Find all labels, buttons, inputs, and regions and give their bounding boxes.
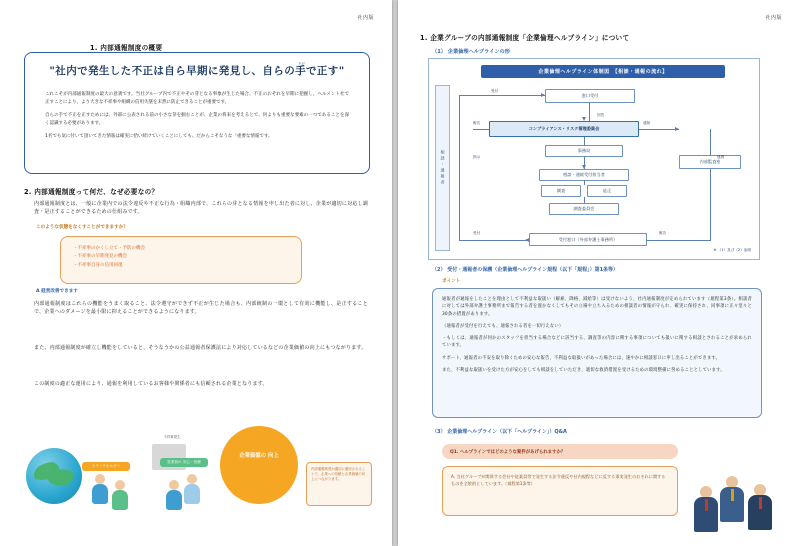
illustration-area [20,418,372,528]
person-figure [166,480,182,510]
flow-legend: ※ （1）及び（2）参照 [713,248,751,252]
hero-ruby: ただ [298,62,305,66]
flow-arrow-icon [582,117,586,121]
flow-box-correction: 是正 [587,185,627,197]
flow-arrow-icon [675,127,679,131]
businessman-figure [748,484,772,530]
hero-paragraph-3: 1名でも気に付いて頂いてきた情報は確実に拾い続けていくことにしても、だからこそなうな「重要な情報です。 [45,133,273,139]
flow-arrow-icon [582,165,586,169]
corner-note-left: 社内版 [357,15,374,21]
left-section2-title: 2. 内部通報制度って何だ、なぜ必要なの？ [24,188,159,196]
question-item-3: ・不祥事自身の信用回復 [73,262,123,268]
person-head [115,480,125,490]
flow-edge-label: 報告 [473,121,481,125]
person-head [95,474,105,484]
illustration-note-card: 内部通報制度が適切に運用されることで、企業への信頼と企業価値の向上につながります。 [306,462,372,506]
flow-line [473,129,474,130]
person-body [92,484,108,504]
flow-line [459,95,545,96]
person-figure [92,474,108,504]
flow-box-external-window: 受付窓口（外部弁護士事務所） [529,233,647,246]
person-body [166,490,182,510]
flow-line [459,95,460,241]
right-section1-title: 1. 企業グループの内部通報制度「企業倫理ヘルプライン」について [420,34,630,42]
globe-icon [26,448,82,504]
flow-line [584,137,585,145]
flow-box-internal-audit: 内部監査室 [679,155,741,169]
person-figure [184,474,200,504]
qa-question-bar: Q1. ヘルプラインではどのような案件があげられますか？ [442,444,678,459]
hero-body [45,91,349,145]
corner-note-right: 社内版 [765,15,782,21]
flow-line [584,197,585,203]
flow-line [639,129,679,130]
person-body [112,490,128,510]
left-paragraph-3: また、内部通報制度が確立し機能をしていると、そうなうかの公益通報者保護法により対応しているなどの企業価値の向上にもつながります。 [34,345,367,351]
flow-box-investigation: 調査 [541,185,581,197]
protection-paragraph-4: サポート、通報者の不安を取り除くための安心な報告、不利益な取扱いがあった場合には、速やかに相談窓口に申し出ることができます。 [442,355,721,361]
left-paragraph-1: 内部通報制度とは、一般に企業内での法令違反や不正な行為・組織内部で、これらの芽となる情報を申し出た者に対し、企業が適切に対応し調査・是正することができるための仕組みです。 [34,201,368,216]
answer-label: A 経営改善できます [36,289,78,294]
flow-box-reception: 窓口受付 [545,89,635,103]
figure-tie [759,497,762,509]
flow-edge-label: 報告 [659,231,667,235]
flow-title: 企業倫理ヘルプライン体制図 【相談・通報の流れ】 [481,65,725,78]
flow-box-secretariat: 事務局 [545,145,623,157]
flow-edge-label: 通知 [643,121,651,125]
flow-edge-label: 受付 [473,231,481,235]
left-section1-title: 1. 内部通報制度の概要 [90,44,163,52]
right-sub2: （2） 受付・通報者の保護（企業倫理ヘルプライン規程（以下「規程」）第1条等） [432,267,619,273]
protection-paragraph-1: 通報者が通報をしたことを理由として不利益な取扱い（解雇、降格、減給等）は受けないよう、社内通報制度が定められています（規程第3条）。相談者に対しては外部弁護士事務所まで報告する者を置かなくしてもその立場や立ち入るための相談者の情報が守られ、確実に保持され、同事項に正々堂々と30条の措置があります。 [442,297,752,317]
protection-paragraph-5: また、不利益な取扱いを受けた方が安心をしても相談をしていただき、適切な救済措置を受けるための環境整備に努めることとしています。 [442,368,725,374]
flow-edge-label: 回答 [597,113,605,117]
question-items [73,245,291,270]
flow-vertical-label: 相談・通報者 [435,85,450,251]
protection-paragraph-3: ・もしくは、通報者が何かのスタッフを担当する場合などに該当する、調査等の内容に関する事項についても扱いに関する相談とされることが求められています。 [442,336,752,349]
tag-employee-trust: 従業員の 安心・信頼 [160,458,208,467]
person-body [184,484,200,504]
person-figure [112,480,128,510]
flow-line [584,181,585,185]
flow-line [473,129,489,130]
right-sub3: （3） 企業倫理ヘルプライン（以下「ヘルプライン」）Q&A [432,429,567,435]
protection-text [442,296,752,374]
flow-line [710,169,711,240]
hero-paragraph-2: 自らの手で不正を正すためには、外部に公表される前の小さな芽を掴むことが、企業の将来を考えるとで、何よりも重要な要素の一つであることを深く認識する必要があります。 [45,112,349,126]
figure-tie [731,489,734,501]
flow-line [589,103,590,121]
flow-arrow-icon [541,93,545,97]
flow-box-committee: コンプライアンス・リスク管理委員会 [489,121,639,137]
question-item-2: ・不祥事の早期発見の機会 [73,254,127,260]
left-paragraph-4: この制度の適正な運用により、通報を利用しているお客様や関係者にも信頼される企業となります。 [34,381,268,387]
right-sub1: （1） 企業倫理ヘルプラインの形 [432,49,510,55]
hero-paragraph-1: これこそが内部通報制度の最大の意義です。当社グループ内で不正やその芽となる事象が生じた場合、不正のおそれを早期に把握し、ヘルメント社で正すことにより、より大きな不祥事や組織の信用失墜を未然に防止できることが重要です。 [45,92,349,105]
question-label: このような状態をなくすことができますか？ [36,225,128,230]
businessman-figure [720,476,744,522]
flow-edge-label: 連携 [717,155,725,159]
flow-box-investigation-committee: 調査委員会 [549,203,619,215]
right-page [398,0,800,546]
person-head [169,480,179,490]
businessmen-illustration [694,450,790,540]
flow-edge-label: 指示 [473,155,481,159]
flow-box-handler: 相談・通報受付担当者 [539,169,629,181]
question-item-1: ・不祥事のかくし立て・予防の機会 [73,246,145,251]
value-up-circle [220,426,298,504]
value-up-label: 企業価値の 向上 [239,453,279,459]
hero-quote: "社内で発生した不正は自ら早期に発見し、自らの手で正す" [49,65,345,77]
point-label: ポイント [442,279,461,284]
person-head [187,474,197,484]
flow-diagram [428,58,760,260]
protection-box [432,288,762,418]
figure-tie [705,499,708,511]
flow-line [647,240,711,241]
qa-answer-box: A. 当社グループが関係する会社や従業員等で発生する法令違反や社内規程などに反する事実発生のおそれに関するものを全般的としています。（規程第1条等） [442,466,678,516]
left-paragraph-2: 内部通報制度はこれらの機能をうまく取ること、法令遵守ができず不正が生じた場合も、内部統制の一環として有効に機能し、是正することで、企業へのダメージを最小限に抑えることができるようになります。 [34,301,368,316]
question-box [60,236,302,284]
tag-stakeholder: ステークホルダー [82,462,130,471]
businessman-figure [694,486,718,532]
left-page [0,0,392,546]
protection-paragraph-2: （通報者が受付を行えても、通報される者を一切行えない） [442,323,564,329]
grey-box-label: 不祥事発生 [163,435,181,439]
flow-arrow-icon [525,238,529,242]
flow-line [459,240,529,241]
flow-edge-label: 受付 [491,89,499,93]
hero-quote-box [24,52,370,174]
flow-line [710,129,711,155]
